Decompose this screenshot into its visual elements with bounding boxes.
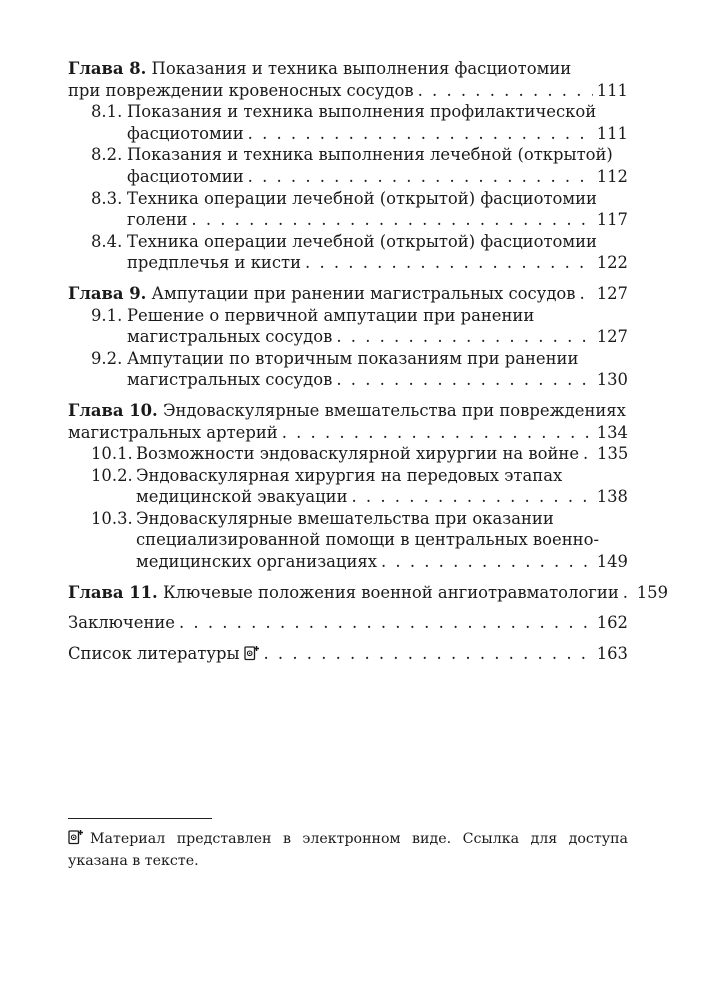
section-number: 10.3. — [91, 508, 133, 528]
page-number: 122 — [596, 253, 628, 273]
dot-leader — [248, 123, 593, 145]
chapter-title: магистральных артерий — [68, 422, 278, 442]
section-10-3[interactable] — [91, 508, 628, 573]
section-title: Показания и техника выполнения профилактической — [127, 102, 597, 122]
chapter-8[interactable] — [68, 58, 628, 101]
section-number: 8.3. — [91, 188, 123, 208]
section-8-4[interactable] — [91, 231, 628, 274]
section-8-3[interactable] — [91, 188, 628, 231]
references-entry[interactable] — [68, 643, 628, 665]
chapter-10[interactable] — [68, 400, 628, 443]
electronic-material-icon — [68, 829, 84, 845]
section-number: 10.2. — [91, 465, 133, 485]
dot-leader — [623, 582, 633, 604]
section-title: Эндоваскулярная хирургия на передовых этапах — [136, 465, 563, 485]
dot-leader — [583, 443, 593, 465]
chapter-title: Ключевые положения военной ангиотравматологии — [162, 582, 619, 602]
section-title: медицинской эвакуации — [136, 487, 348, 507]
dot-leader — [381, 551, 593, 573]
section-title: магистральных сосудов — [127, 370, 333, 390]
dot-leader — [418, 80, 593, 102]
table-of-contents — [68, 58, 669, 664]
footnote-divider — [68, 818, 212, 819]
chapter-label: Глава 11. — [68, 582, 158, 602]
chapter-title: Эндоваскулярные вмешательства при повреждениях — [162, 400, 626, 420]
chapter-9-sections — [91, 305, 628, 391]
section-title: фасциотомии — [127, 123, 244, 143]
page-number: 117 — [596, 210, 628, 230]
section-title: Решение о первичной ампутации при ранении — [127, 305, 535, 325]
section-9-1[interactable] — [91, 305, 628, 348]
section-number: 9.1. — [91, 305, 123, 325]
dot-leader — [282, 422, 593, 444]
page-number: 127 — [596, 283, 628, 303]
page-number: 111 — [596, 80, 628, 100]
section-title: медицинских организациях — [136, 552, 377, 572]
chapter-9[interactable] — [68, 283, 628, 305]
page-number: 130 — [596, 370, 628, 390]
dot-leader — [580, 283, 593, 305]
page-number: 134 — [596, 422, 628, 442]
page-number: 112 — [596, 166, 628, 186]
section-number: 8.2. — [91, 145, 123, 165]
chapter-title: Показания и техника выполнения фасциотомии — [151, 59, 572, 78]
chapter-title: Ампутации при ранении магистральных сосудов — [151, 283, 576, 303]
dot-leader — [352, 486, 593, 508]
chapter-label: Глава 9. — [68, 283, 147, 303]
section-title: Возможности эндоваскулярной хирургии на войне — [136, 444, 580, 464]
page-number: 163 — [596, 643, 628, 663]
section-9-2[interactable] — [91, 348, 628, 391]
section-title: Техника операции лечебной (открытой) фасциотомии — [127, 231, 597, 251]
entry-title: Список литературы — [68, 643, 240, 663]
entry-title: Заключение — [68, 613, 175, 633]
section-10-1[interactable] — [91, 443, 628, 465]
section-title: Показания и техника выполнения лечебной (открытой) — [127, 145, 613, 165]
conclusion-entry[interactable] — [68, 612, 628, 634]
page-number: 162 — [596, 613, 628, 633]
section-title: фасциотомии — [127, 166, 244, 186]
section-number: 8.4. — [91, 231, 123, 251]
dot-leader — [248, 166, 593, 188]
chapter-8-sections — [91, 101, 628, 274]
section-number: 10.1. — [91, 444, 133, 464]
page-number: 135 — [597, 444, 629, 464]
section-10-2[interactable] — [91, 465, 628, 508]
page-number: 127 — [596, 327, 628, 347]
page-number: 149 — [596, 552, 628, 572]
section-8-2[interactable] — [91, 144, 628, 187]
section-title: Ампутации по вторичным показаниям при ранении — [127, 348, 579, 368]
section-number: 9.2. — [91, 348, 123, 368]
dot-leader — [336, 369, 592, 391]
dot-leader — [179, 612, 593, 634]
page-number: 111 — [596, 123, 628, 143]
electronic-material-icon — [244, 645, 260, 661]
footnote-text: Материал представлен в электронном виде. Ссылка для доступа указана в тексте. — [68, 831, 628, 869]
chapter-label: Глава 10. — [68, 400, 158, 420]
section-title: предплечья и кисти — [127, 253, 302, 273]
section-number: 8.1. — [91, 102, 123, 122]
chapter-10-sections — [91, 443, 628, 573]
section-8-1[interactable] — [91, 101, 628, 144]
dot-leader — [191, 209, 592, 231]
section-title: магистральных сосудов — [127, 327, 333, 347]
section-title: специализированной помощи в центральных военно- — [136, 530, 599, 550]
section-title: голени — [127, 210, 188, 230]
section-title: Эндоваскулярные вмешательства при оказании — [136, 508, 554, 528]
chapter-11[interactable] — [68, 582, 669, 604]
page-number: 159 — [636, 582, 669, 602]
chapter-title: при повреждении кровеносных сосудов — [68, 80, 414, 100]
chapter-label: Глава 8. — [68, 59, 147, 78]
page-number: 138 — [596, 487, 628, 507]
dot-leader — [305, 252, 593, 274]
section-title: Техника операции лечебной (открытой) фасциотомии — [127, 188, 597, 208]
footnote — [68, 828, 628, 872]
dot-leader — [264, 643, 593, 665]
dot-leader — [336, 326, 592, 348]
